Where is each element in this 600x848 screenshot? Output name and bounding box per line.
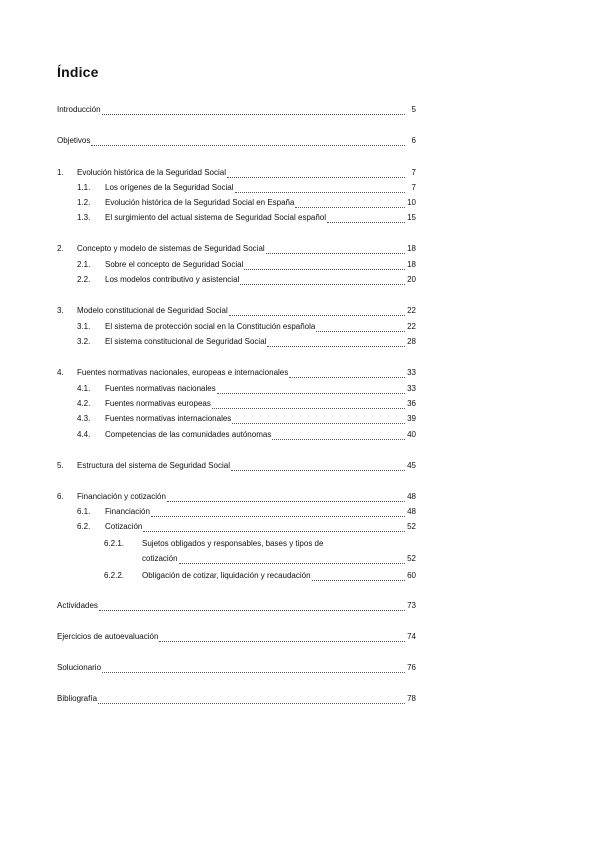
toc-entry-label: El sistema de protección social en la Constitución española	[105, 322, 316, 331]
toc-entry-label: El surgimiento del actual sistema de Seguridad Social español	[105, 213, 327, 222]
toc-entry-3-1[interactable]	[77, 320, 416, 332]
toc-entry-number: 1.1.	[77, 183, 91, 192]
toc-entry-5[interactable]	[57, 459, 416, 471]
toc-entry-label: Los orígenes de la Seguridad Social	[105, 183, 234, 192]
toc-entry-number: 2.2.	[77, 275, 91, 284]
toc-entry-label: Financiación y cotización	[77, 492, 166, 501]
toc-entry-page: 60	[407, 571, 416, 580]
toc-entry-1[interactable]	[57, 166, 416, 178]
dot-leader	[235, 185, 405, 193]
toc-entry-4-2[interactable]	[77, 397, 416, 409]
dot-leader	[98, 696, 405, 704]
toc-entry-page: 18	[407, 244, 416, 253]
toc-entry-page: 45	[407, 461, 416, 470]
toc-entry-introduccion[interactable]	[57, 103, 416, 115]
toc-entry-page: 73	[407, 601, 416, 610]
toc-entry-6[interactable]	[57, 490, 416, 502]
toc-entry-6-2[interactable]	[77, 520, 416, 532]
toc-entry-page: 15	[407, 213, 416, 222]
toc-entry-label: Financiación	[105, 507, 150, 516]
toc-entry-4-4[interactable]	[77, 428, 416, 440]
toc-entry-page: 52	[407, 554, 416, 563]
toc-entry-1-1[interactable]	[77, 181, 416, 193]
toc-entry-label: Objetivos	[57, 136, 91, 145]
toc-entry-label: Introducción	[57, 105, 101, 114]
toc-entry-2-1[interactable]	[77, 258, 416, 270]
toc-entry-page: 22	[407, 322, 416, 331]
toc-entry-number: 4.1.	[77, 384, 91, 393]
toc-entry-bibliografia[interactable]	[57, 692, 416, 704]
dot-leader	[143, 524, 405, 532]
toc-entry-page: 33	[407, 384, 416, 393]
toc-entry-6-2-1[interactable]	[104, 537, 416, 549]
toc-entry-label: Obligación de cotizar, liquidación y recaudación	[142, 571, 311, 580]
toc-entry-actividades[interactable]	[57, 599, 416, 611]
toc-entry-page: 28	[407, 337, 416, 346]
toc-entry-autoevaluacion[interactable]	[57, 630, 416, 642]
toc-entry-2[interactable]	[57, 242, 416, 254]
toc-entry-page: 22	[407, 306, 416, 315]
toc-entry-number: 3.	[57, 306, 64, 315]
toc-entry-label: Los modelos contributivo y asistencial	[105, 275, 240, 284]
dot-leader	[102, 107, 405, 115]
toc-entry-label: Bibliografía	[57, 694, 98, 703]
toc-entry-page: 39	[407, 414, 416, 423]
toc-entry-label: Cotización	[105, 522, 143, 531]
toc-entry-number: 4.3.	[77, 414, 91, 423]
toc-entry-6-1[interactable]	[77, 505, 416, 517]
toc-entry-page: 7	[411, 183, 416, 192]
toc-entry-page: 48	[407, 492, 416, 501]
dot-leader	[316, 324, 405, 332]
toc-entry-label: Evolución histórica de la Seguridad Social en España	[105, 198, 295, 207]
toc-entry-number: 4.2.	[77, 399, 91, 408]
toc-entry-page: 33	[407, 368, 416, 377]
toc-entry-page: 76	[407, 663, 416, 672]
dot-leader	[231, 463, 405, 471]
toc-entry-1-3[interactable]	[77, 211, 416, 223]
toc-entry-label: Concepto y modelo de sistemas de Seguridad Social	[77, 244, 265, 253]
dot-leader	[229, 308, 405, 316]
dot-leader	[266, 246, 405, 254]
toc-entry-number: 1.	[57, 168, 64, 177]
toc-entry-label: cotización	[142, 554, 178, 563]
dot-leader	[102, 665, 405, 673]
toc-entry-page: 6	[411, 136, 416, 145]
dot-leader	[217, 386, 405, 394]
toc-entry-label: Fuentes normativas europeas	[105, 399, 211, 408]
toc-entry-label: Sujetos obligados y responsables, bases y tipos de	[142, 539, 324, 548]
toc-entry-page: 40	[407, 430, 416, 439]
toc-entry-1-2[interactable]	[77, 196, 416, 208]
dot-leader	[289, 370, 405, 378]
toc-entry-number: 2.1.	[77, 260, 91, 269]
toc-entry-label: El sistema constitucional de Seguridad Social	[105, 337, 267, 346]
toc-entry-number: 4.4.	[77, 430, 91, 439]
toc-entry-label: Actividades	[57, 601, 98, 610]
toc-entry-number: 6.	[57, 492, 64, 501]
toc-entry-page: 78	[407, 694, 416, 703]
dot-leader	[327, 215, 405, 223]
toc-entry-label: Fuentes normativas internacionales	[105, 414, 232, 423]
toc-entry-number: 6.1.	[77, 507, 91, 516]
toc-entry-label: Solucionario	[57, 663, 102, 672]
toc-entry-label: Fuentes normativas nacionales, europeas e internacionales	[77, 368, 289, 377]
dot-leader	[295, 200, 405, 208]
dot-leader	[240, 277, 405, 285]
dot-leader	[227, 170, 405, 178]
dot-leader	[99, 603, 405, 611]
toc-entry-2-2[interactable]	[77, 273, 416, 285]
toc-entry-3-2[interactable]	[77, 335, 416, 347]
toc-entry-page: 5	[411, 105, 416, 114]
toc-entry-number: 2.	[57, 244, 64, 253]
toc-entry-number: 6.2.1.	[104, 539, 125, 548]
toc-entry-label: Fuentes normativas nacionales	[105, 384, 216, 393]
toc-title: Índice	[57, 64, 99, 80]
toc-entry-page: 7	[411, 168, 416, 177]
toc-entry-page: 48	[407, 507, 416, 516]
toc-entry-number: 3.2.	[77, 337, 91, 346]
toc-entry-objetivos[interactable]	[57, 134, 416, 146]
toc-entry-number: 5.	[57, 461, 64, 470]
dot-leader	[91, 138, 405, 146]
toc-entry-number: 6.2.	[77, 522, 91, 531]
toc-entry-page: 20	[407, 275, 416, 284]
toc-entry-page: 74	[407, 632, 416, 641]
toc-entry-label: Competencias de las comunidades autónomas	[105, 430, 272, 439]
toc-entry-4-1[interactable]	[77, 382, 416, 394]
dot-leader	[167, 494, 405, 502]
toc-entry-page: 10	[407, 198, 416, 207]
toc-entry-label: Ejercicios de autoevaluación	[57, 632, 159, 641]
toc-entry-solucionario[interactable]	[57, 661, 416, 673]
dot-leader	[212, 401, 405, 409]
dot-leader	[272, 432, 405, 440]
toc-entry-label: Estructura del sistema de Seguridad Social	[77, 461, 230, 470]
toc-entry-page: 52	[407, 522, 416, 531]
dot-leader	[232, 416, 405, 424]
toc-entry-number: 6.2.2.	[104, 571, 125, 580]
toc-entry-number: 4.	[57, 368, 64, 377]
dot-leader	[151, 509, 405, 517]
dot-leader	[244, 262, 405, 270]
toc-entry-4[interactable]	[57, 366, 416, 378]
toc-entry-6-2-1-continuation[interactable]	[142, 552, 416, 564]
toc-entry-3[interactable]	[57, 304, 416, 316]
toc-entry-label: Evolución histórica de la Seguridad Social	[77, 168, 226, 177]
toc-entry-page: 36	[407, 399, 416, 408]
toc-entry-4-3[interactable]	[77, 412, 416, 424]
toc-entry-number: 1.3.	[77, 213, 91, 222]
toc-entry-page: 18	[407, 260, 416, 269]
toc-entry-label: Modelo constitucional de Seguridad Social	[77, 306, 228, 315]
dot-leader	[312, 573, 405, 581]
toc-entry-number: 1.2.	[77, 198, 91, 207]
dot-leader	[179, 556, 405, 564]
toc-entry-6-2-2[interactable]	[104, 569, 416, 581]
toc-entry-number: 3.1.	[77, 322, 91, 331]
dot-leader	[267, 339, 405, 347]
toc-entry-label: Sobre el concepto de Seguridad Social	[105, 260, 244, 269]
dot-leader	[159, 634, 405, 642]
